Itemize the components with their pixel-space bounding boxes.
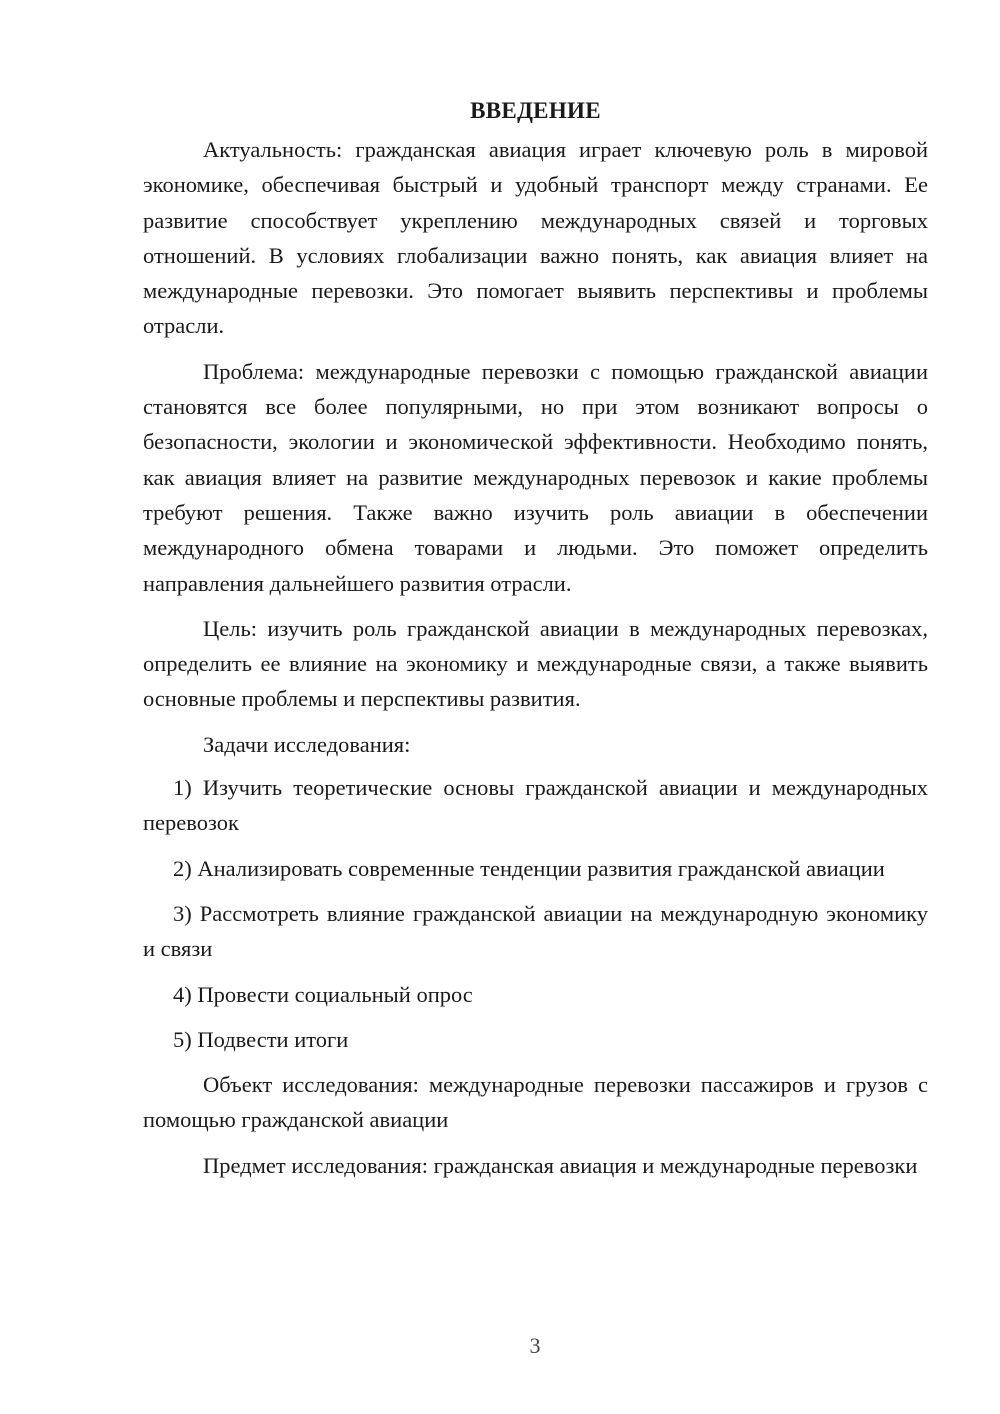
task-item-1: 1) Изучить теоретические основы гражданской авиации и международных перевозок <box>143 775 928 836</box>
task-item-5: 5) Подвести итоги <box>173 1026 349 1052</box>
section-title: ВВЕДЕНИЕ <box>470 98 601 123</box>
tasks-heading: Задачи исследования: <box>203 731 411 757</box>
paragraph-problem: Проблема: международные перевозки с помощью гражданской авиации становятся все более популярными, но при этом возникают вопросы о безопасности, экологии и экономической эффективности. Необходимо понять, как авиация влияет на развитие международных перевозок и какие проблемы требуют решения. Также важно изучить роль авиации в обеспечении международного обмена товарами и людьми. Это поможет определить направления дальнейшего развития отрасли. <box>143 358 928 596</box>
task-item-3: 3) Рассмотреть влияние гражданской авиации на международную экономику и связи <box>143 900 928 962</box>
paragraph-goal: Цель: изучить роль гражданской авиации в международных перевозках, определить ее влияние на экономику и международные связи, а также выявить основные проблемы и перспективы развития. <box>143 615 928 712</box>
task-item-2: 2) Анализировать современные тенденции развития гражданской авиации <box>173 855 885 881</box>
paragraph-object: Объект исследования: международные перевозки пассажиров и грузов с помощью гражданской авиации <box>143 1072 928 1133</box>
task-item-4: 4) Провести социальный опрос <box>173 981 473 1007</box>
page-number: 3 <box>529 1333 541 1358</box>
paragraph-subject: Предмет исследования: гражданская авиация и международные перевозки <box>203 1152 918 1178</box>
document-page <box>143 96 928 1193</box>
paragraph-relevance: Актуальность: гражданская авиация играет ключевую роль в мировой экономике, обеспечивая быстрый и удобный транспорт между странами. Ее развитие способствует укреплению международных связей и торговых отношений. В условиях глобализации важно понять, как авиация влияет на международные перевозки. Это помогает выявить перспективы и проблемы отрасли. <box>143 137 928 339</box>
